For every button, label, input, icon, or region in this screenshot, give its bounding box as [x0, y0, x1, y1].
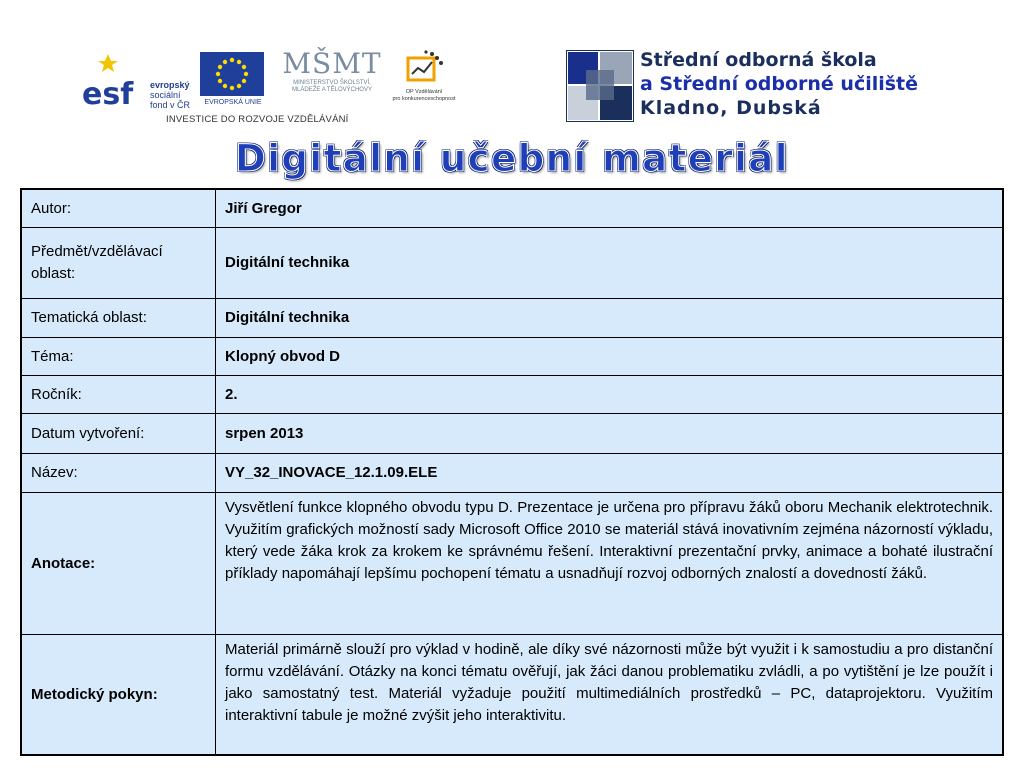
row-value-nazev: VY_32_INOVACE_12.1.09.ELE [216, 454, 1004, 493]
table-row [21, 635, 1003, 756]
msmt-caption-1: MINISTERSTVO ŠKOLSTVÍ, [293, 80, 371, 86]
school-name [640, 48, 918, 120]
table-row [21, 228, 1003, 299]
esf-logo-icon [80, 50, 140, 108]
row-value-autor: Jiří Gregor [216, 189, 1004, 228]
school-line-1: Střední odborná škola [640, 49, 877, 71]
table-row [21, 414, 1003, 454]
row-value-anotace: Vysvětlení funkce klopného obvodu typu D. Prezentace je určena pro přípravu žáků oboru Mechanik elektrotechnik. Využitím grafických možností sady Microsoft Office 2010 se materiál stává inovativním zejména názorností výkladu, který vede žáka krok za krokem ke správnému řešení. Interaktivní prezentační prvky, animace a bohaté ilustrační příklady napomáhají lepšímu pochopení tématu a usnadňují rozvoj odborných znalostí a dovedností žáků. [216, 493, 1004, 635]
row-label-predmet: Předmět/vzdělávací oblast: [21, 228, 216, 299]
info-table [20, 188, 1004, 756]
esf-logo [80, 50, 192, 108]
row-value-rocnik: 2. [216, 376, 1004, 414]
esf-line-2: sociální [150, 90, 181, 100]
esf-mark-text: esf [82, 77, 134, 108]
row-value-datum: srpen 2013 [216, 414, 1004, 454]
school-squares-icon [566, 50, 634, 122]
table-row [21, 299, 1003, 338]
esf-caption [150, 80, 190, 110]
investice-caption: INVESTICE DO ROZVOJE VZDĚLÁVÁNÍ [166, 114, 349, 125]
row-value-tematicka-oblast: Digitální technika [216, 299, 1004, 338]
logo-strip [70, 44, 470, 130]
row-label-anotace: Anotace: [21, 493, 216, 635]
row-label-tema: Téma: [21, 338, 216, 376]
table-row [21, 376, 1003, 414]
op-logo-icon [402, 50, 446, 84]
school-line-2: a Střední odborné učiliště [640, 73, 919, 95]
table-row [21, 454, 1003, 493]
row-label-nazev: Název: [21, 454, 216, 493]
row-label-datum: Datum vytvoření: [21, 414, 216, 454]
row-label-autor: Autor: [21, 189, 216, 228]
school-line-3: Kladno, Dubská [640, 97, 822, 119]
page-title: Digitální učební materiál [235, 137, 789, 180]
row-value-tema: Klopný obvod D [216, 338, 1004, 376]
table-row [21, 493, 1003, 635]
msmt-mark: MŠMT [282, 47, 382, 80]
eu-stars-icon [200, 52, 264, 96]
eu-flag-icon [200, 52, 264, 96]
row-label-metodicky-pokyn: Metodický pokyn: [21, 635, 216, 756]
row-value-predmet: Digitální technika [216, 228, 1004, 299]
op-caption-1: OP Vzdělávání [405, 89, 443, 95]
eu-logo [200, 52, 266, 110]
esf-line-1: evropský [150, 80, 190, 90]
row-label-rocnik: Ročník: [21, 376, 216, 414]
table-row [21, 189, 1003, 228]
msmt-caption-2: MLÁDEŽE A TĚLOVÝCHOVY [292, 87, 372, 93]
op-caption-2: pro konkurenceschopnost [392, 96, 456, 102]
eu-caption: EVROPSKÁ UNIE [204, 99, 262, 106]
op-logo [386, 50, 462, 110]
school-logo [566, 48, 926, 122]
row-label-tematicka-oblast: Tematická oblast: [21, 299, 216, 338]
esf-line-3: fond v ČR [150, 100, 191, 110]
table-row [21, 338, 1003, 376]
msmt-logo [282, 48, 382, 108]
row-value-metodicky-pokyn: Materiál primárně slouží pro výklad v hodině, ale díky své názornosti může být využit i k samostudiu a pro distanční formu vzdělávání. Otázky na konci tématu ověřují, jak žáci danou problematiku zvládli, a po vytištění je lze použít i jako samostatný test. Materiál vyžaduje použití multimediálních prostředků – PC, dataprojektoru. Využitím interaktivní tabule je možné zvýšit jeho interaktivitu. [216, 635, 1004, 756]
